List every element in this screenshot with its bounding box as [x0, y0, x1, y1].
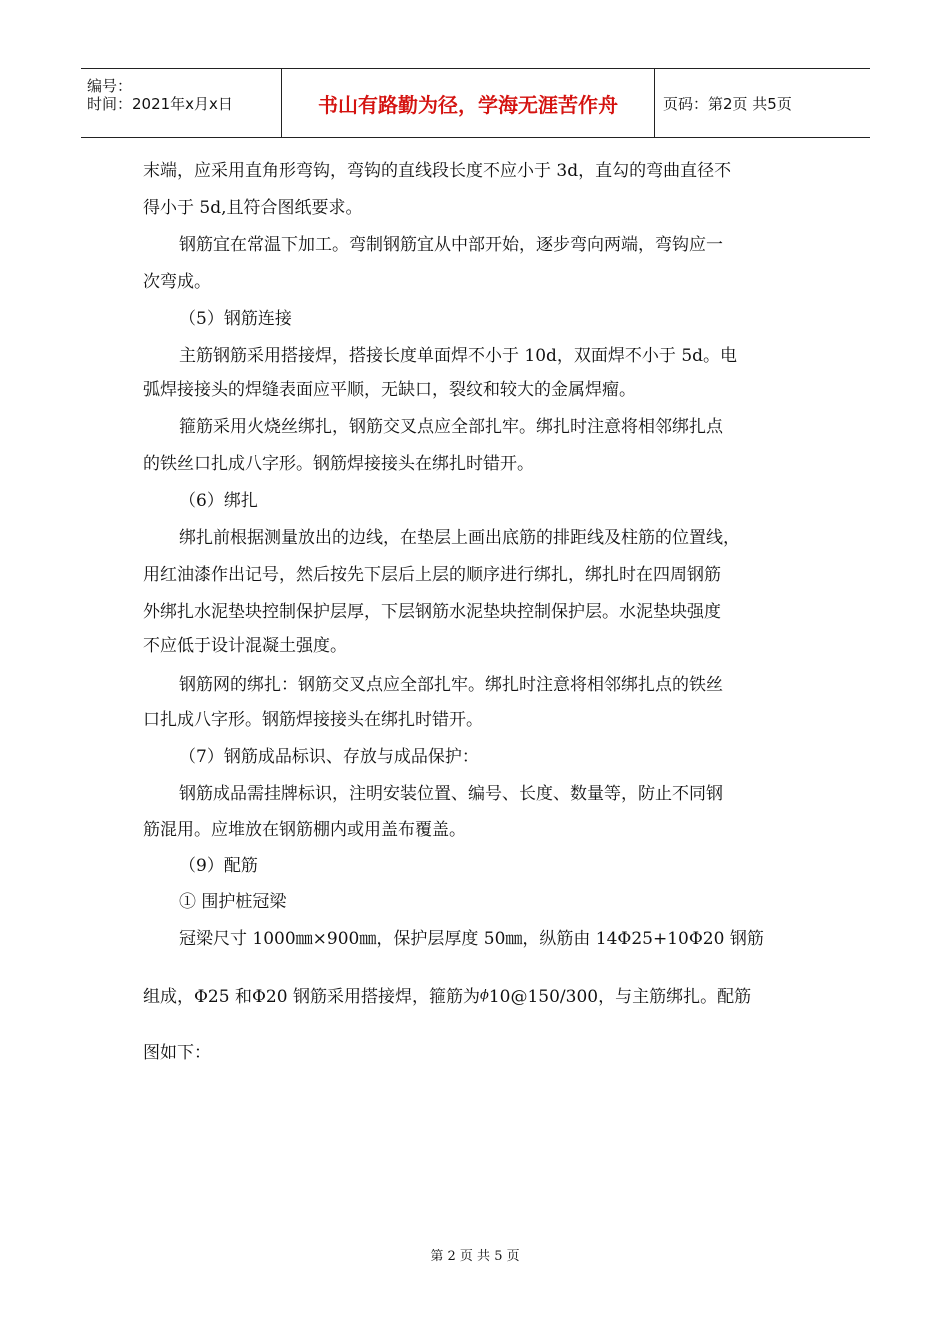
header-motto-cell — [282, 69, 655, 137]
body-line: 弧焊接接头的焊缝表面应平顺，无缺口，裂纹和较大的金属焊瘤。 — [143, 380, 636, 400]
body-line — [143, 985, 751, 1008]
body-line: 外绑扎水泥垫块控制保护层厚，下层钢筋水泥垫块控制保护层。水泥垫块强度 — [143, 602, 721, 622]
header-page-info: 页码：第2页 共5页 — [663, 94, 792, 113]
body-line: 末端，应采用直角形弯钩，弯钩的直线段长度不应小于 3d，直勾的弯曲直径不 — [143, 161, 732, 181]
header-page-cell — [655, 69, 870, 137]
body-line: 得小于 5d,且符合图纸要求。 — [143, 198, 363, 218]
body-line: 箍筋采用火烧丝绑扎，钢筋交叉点应全部扎牢。绑扎时注意将相邻绑扎点 — [179, 417, 723, 437]
section-heading: （5）钢筋连接 — [179, 309, 292, 329]
body-line: 不应低于设计混凝土强度。 — [143, 636, 347, 656]
body-line: 的铁丝口扎成八字形。钢筋焊接接头在绑扎时错开。 — [143, 454, 534, 474]
section-heading: （7）钢筋成品标识、存放与成品保护： — [179, 747, 479, 767]
body-line: 钢筋网的绑扎：钢筋交叉点应全部扎牢。绑扎时注意将相邻绑扎点的铁丝 — [179, 675, 723, 695]
section-heading: （9）配筋 — [179, 856, 258, 876]
body-line-part: 10@150/300，与主筋绑扎。配筋 — [488, 987, 752, 1007]
body-line: 钢筋成品需挂牌标识，注明安装位置、编号、长度、数量等，防止不同钢 — [179, 784, 723, 804]
body-line: 主筋钢筋采用搭接焊，搭接长度单面焊不小于 10d，双面焊不小于 5d。电 — [179, 346, 738, 366]
motto-text: 书山有路勤为径，学海无涯苦作舟 — [318, 92, 618, 117]
page-footer: 第 2 页 共 5 页 — [430, 1249, 520, 1264]
body-line: 钢筋宜在常温下加工。弯制钢筋宜从中部开始，逐步弯向两端，弯钩应一 — [179, 235, 723, 255]
code-label: 编号： — [87, 77, 133, 95]
body-line: 次弯成。 — [143, 272, 211, 292]
body-line: 冠梁尺寸 1000㎜×900㎜，保护层厚度 50㎜，纵筋由 14Φ25+10Φ20 钢筋 — [179, 929, 764, 949]
page-header — [81, 68, 870, 138]
header-meta-cell — [81, 69, 282, 137]
body-line: 绑扎前根据测量放出的边线，在垫层上画出底筋的排距线及柱筋的位置线， — [179, 528, 740, 548]
time-label: 时间：2021年x月x日 — [87, 95, 233, 113]
section-heading: （6）绑扎 — [179, 491, 258, 511]
phi-symbol: ϕ — [479, 988, 489, 1003]
subsection-heading: ① 围护桩冠梁 — [179, 892, 287, 912]
body-line-part: 组成，Φ25 和Φ20 钢筋采用搭接焊，箍筋为 — [143, 987, 480, 1007]
body-line: 筋混用。应堆放在钢筋棚内或用盖布覆盖。 — [143, 820, 466, 840]
body-line: 口扎成八字形。钢筋焊接接头在绑扎时错开。 — [143, 710, 483, 730]
body-line: 图如下： — [143, 1043, 211, 1063]
body-line: 用红油漆作出记号，然后按先下层后上层的顺序进行绑扎，绑扎时在四周钢筋 — [143, 565, 721, 585]
